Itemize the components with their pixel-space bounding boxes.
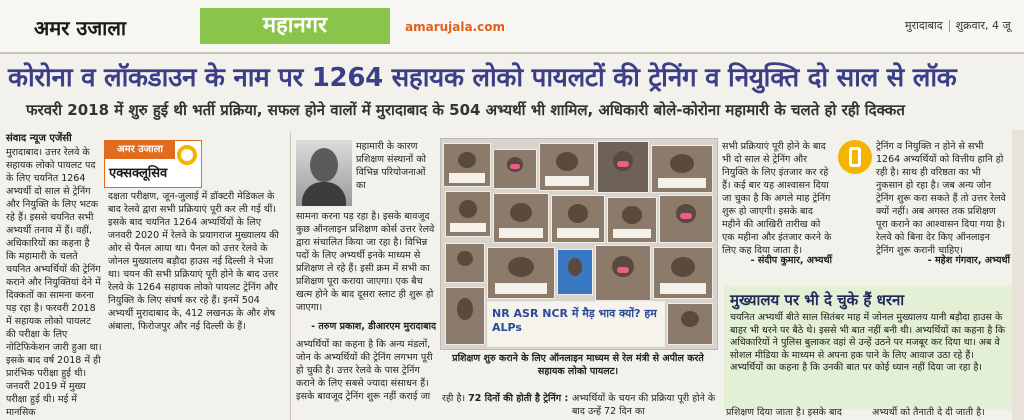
handwritten-sign: NR ASR NCR में मैड़ भाव क्यों? हम ALPs — [487, 301, 665, 347]
photo-tile — [607, 197, 657, 243]
quote-icon — [838, 140, 872, 174]
photo-caption: प्रशिक्षण शुरु कराने के लिए ऑनलाइन माध्यम से रेल मंत्री से अपील करते सहायक लोको पायलट। — [452, 353, 704, 377]
column-1 — [6, 146, 102, 420]
photo-tile — [493, 193, 549, 243]
bottom-col6: अभ्यर्थी को तैनाती दे दी जाती है। — [872, 407, 985, 418]
site-url: amarujala.com — [405, 20, 506, 34]
subhead: फरवरी 2018 में शुरु हुई थी भर्ती प्रक्रिया, सफल होने वालों में मुरादाबाद के 504 अभ्यर्थी भी शामिल, अधिकारी बोले-कोरोना महामारी के चलते हो रही दिक्कत — [26, 101, 905, 119]
photo-tile — [557, 249, 593, 295]
photo-tile — [539, 143, 595, 191]
portrait-face — [310, 148, 338, 182]
column-5-text: ट्रेनिंग व नियुक्ति न होने से सभी 1264 अभ्यर्थियों को वित्तीय हानि हो रही है। साथ ही वरिष्ठता का भी नुकसान हो रहा है। जब अन्य जोन ट्रेनिंग शुरू करा सकते हैं तो उत्तर रेलवे क्यों नहीं। अब अगस्त तक प्रशिक्षण पूरा कराने का आश्वासन दिया गया है। रेलवे को बिना देर किए ऑनलाइन ट्रेनिंग शुरू करानी चाहिए। — [876, 141, 1006, 256]
section-tab: महानगर — [200, 8, 390, 44]
photo-tile — [597, 141, 649, 193]
column-4-signature: - संदीप कुमार, अभ्यर्थी — [750, 255, 832, 266]
column-3-signature: - तरुण प्रकाश, डीआरएम मुरादाबाद — [311, 321, 436, 332]
column-4 — [722, 140, 832, 256]
dateline — [905, 18, 1011, 33]
column-3-quote — [296, 210, 436, 318]
newspaper-logo: अमर उजाला — [34, 16, 127, 40]
official-portrait — [296, 140, 352, 206]
photo-tile — [595, 245, 651, 301]
city-label: मुरादाबाद — [905, 19, 943, 32]
column-divider — [290, 132, 291, 420]
column-3-intro — [356, 140, 434, 206]
column-5-signature: - महेश गंगवार, अभ्यर्थी — [927, 255, 1010, 266]
masthead-rule — [0, 52, 1024, 54]
bottom-col4-text: अभ्यर्थियों के चयन की प्रक्रिया पूरी होने के बाद उन्हें 72 दिन का — [572, 393, 716, 417]
column-5 — [876, 140, 1010, 256]
photo-tile — [551, 195, 605, 243]
photo-tile — [487, 247, 555, 299]
photo-tile — [445, 191, 491, 237]
column-3-body — [296, 338, 436, 420]
column-3-body-text: अभ्यर्थियों का कहना है कि अन्य मंडलों, जोन के अभ्यर्थियों की ट्रेनिंग लगभग पूरी हो चुकी है। उत्तर रेलवे के पास ट्रेनिंग कराने के लिए सबसे ज्यादा संसाधन हैं। इसके बावजूद ट्रेनिंग शुरू नहीं कराई जा — [296, 339, 433, 402]
photo-tile — [493, 149, 537, 189]
bottom-col4 — [572, 392, 720, 420]
exclusive-badge — [104, 140, 202, 188]
separator — [949, 20, 950, 32]
photo-tile — [443, 143, 491, 187]
sidebar-box-title: मुख्यालय पर भी दे चुके हैं धरना — [730, 291, 905, 309]
bottom-col3-text: रही है। — [442, 393, 466, 404]
photo-tile — [651, 145, 713, 193]
column-3-quote-text: सामना करना पड़ रहा है। इसके बावजूद कुछ ऑनलाइन प्रशिक्षण कोर्स उत्तर रेलवे द्वारा संचालित किया जा रहा है। विभिन्न पदों के लिए अभ्यर्थी इनके माध्यम से प्रशिक्षण ले रहे हैं। इसी क्रम में सभी का प्रशिक्षण पूरा कराया जाएगा। एक बैच खत्म होने के बाद दूसरा स्लाट ही शुरू हो जाएगा। — [296, 211, 435, 313]
date-label: शुक्रवार, 4 जू — [955, 19, 1011, 32]
column-1-text: मुरादाबाद। उत्तर रेलवे के सहायक लोको पायलट पद के लिए चयनित 1264 अभ्यर्थी दो साल से ट्रेनिंग और नियुक्ति के लिए भटक रहे हैं। इससे चयनित सभी अभ्यर्थी तनाव में हैं। वहीं, अधिकारियों का कहना है कि महामारी के चलते चयनित अभ्यर्थियों की ट्रेनिंग कराने और नियुक्तियां देने में दिक्कतों का सामना करना पड़ रहा है। फरवरी 2018 में सहायक लोको पायलट की परीक्षा के लिए नोटिफिकेशन जारी हुआ था। इसके बाद वर्ष 2018 में ही प्रारंभिक परीक्षा हुई थी। जनवरी 2019 में मुख्य परीक्षा हुई थी। मई में मानसिक — [6, 147, 102, 418]
exclusive-label: एक्सक्लूसिव — [109, 166, 168, 181]
photo-tile — [445, 287, 485, 345]
protest-photo-collage — [440, 138, 718, 350]
headline: कोरोना व लॉकडाउन के नाम पर 1264 सहायक लोको पायलटों की ट्रेनिंग व नियुक्ति दो साल से लॉक — [8, 63, 957, 93]
photo-tile — [667, 303, 713, 345]
column-3-intro-text: महामारी के कारण प्रशिक्षण संस्थानों को विभिन्न परियोजनाओं का — [356, 141, 426, 191]
portrait-body — [302, 182, 346, 206]
photo-tile — [659, 195, 713, 243]
photo-tile — [653, 247, 713, 299]
sidebar-box-text: चयनित अभ्यर्थी बीते साल सितंबर माह में जोनल मुख्यालय यानी बड़ौदा हाउस के बाहर भी धरने पर बैठे थे। इससे भी बात नहीं बनी थी। अभ्यर्थियों का कहना है कि अधिकारियों ने पुलिस बुलाकर वहां से उन्हें उठने पर मजबूर कर दिया था। अब वे सोशल मीडिया के माध्यम से अपना हक पाने के लिए आवाज उठा रहे हैं। अभ्यर्थियों का कहना है कि उनकी बात पर कोई ध्यान नहीं दिया जा रहा है। — [730, 312, 1006, 373]
exclusive-brand: अमर उजाला — [105, 141, 175, 159]
column-4-text: सभी प्रक्रियाएं पूरी होने के बाद भी दो साल से ट्रेनिंग और नियुक्ति के लिए इंतजार कर रहे हैं। कई बार यह आश्वासन दिया जा चुका है कि अगले माह ट्रेनिंग शुरू हो जाएगी। इसके बाद महीने की आखिरी तारीख को एक महीना और इंतजार करने के लिए कह दिया जाता है। — [722, 141, 832, 256]
adjacent-page-edge — [1012, 130, 1024, 420]
byline: संवाद न्यूज एजेंसी — [6, 133, 72, 144]
magnifier-icon — [177, 145, 197, 165]
column-2 — [108, 190, 284, 420]
photo-tile — [445, 243, 485, 283]
bottom-col5: प्रशिक्षण दिया जाता है। इसके बाद — [726, 407, 842, 418]
column-2-text: दक्षता परीक्षण, जून-जुलाई में डॉक्टरी मेडिकल के बाद रेलवे द्वारा सभी प्रक्रियाएं पूरी कर ली गई थीं। इसके बाद चयनित 1264 अभ्यर्थियों के लिए जनवरी 2020 में रेलवे के प्रयागराज मुख्यालय की ओर से पैनल आया था। पैनल को उत्तर रेलवे के जोनल मुख्यालय बड़ौदा हाउस नई दिल्ली ने भेजा था। चयन की सभी प्रक्रियाएं पूरी होने के बाद उत्तर रेलवे के 1264 सहायक लोको पायलट ट्रेनिंग और नियुक्ति के लिए संघर्ष कर रहे हैं। इनमें 504 अभ्यर्थी मुरादाबाद के, 412 लखनऊ के और शेष अंबाला, फिरोजपुर और नई दिल्ली के हैं। — [108, 191, 279, 332]
masthead — [0, 0, 1024, 52]
sidebar-box — [724, 286, 1012, 410]
training-duration-heading: 72 दिनों की होती है ट्रेनिंग : — [468, 393, 569, 404]
